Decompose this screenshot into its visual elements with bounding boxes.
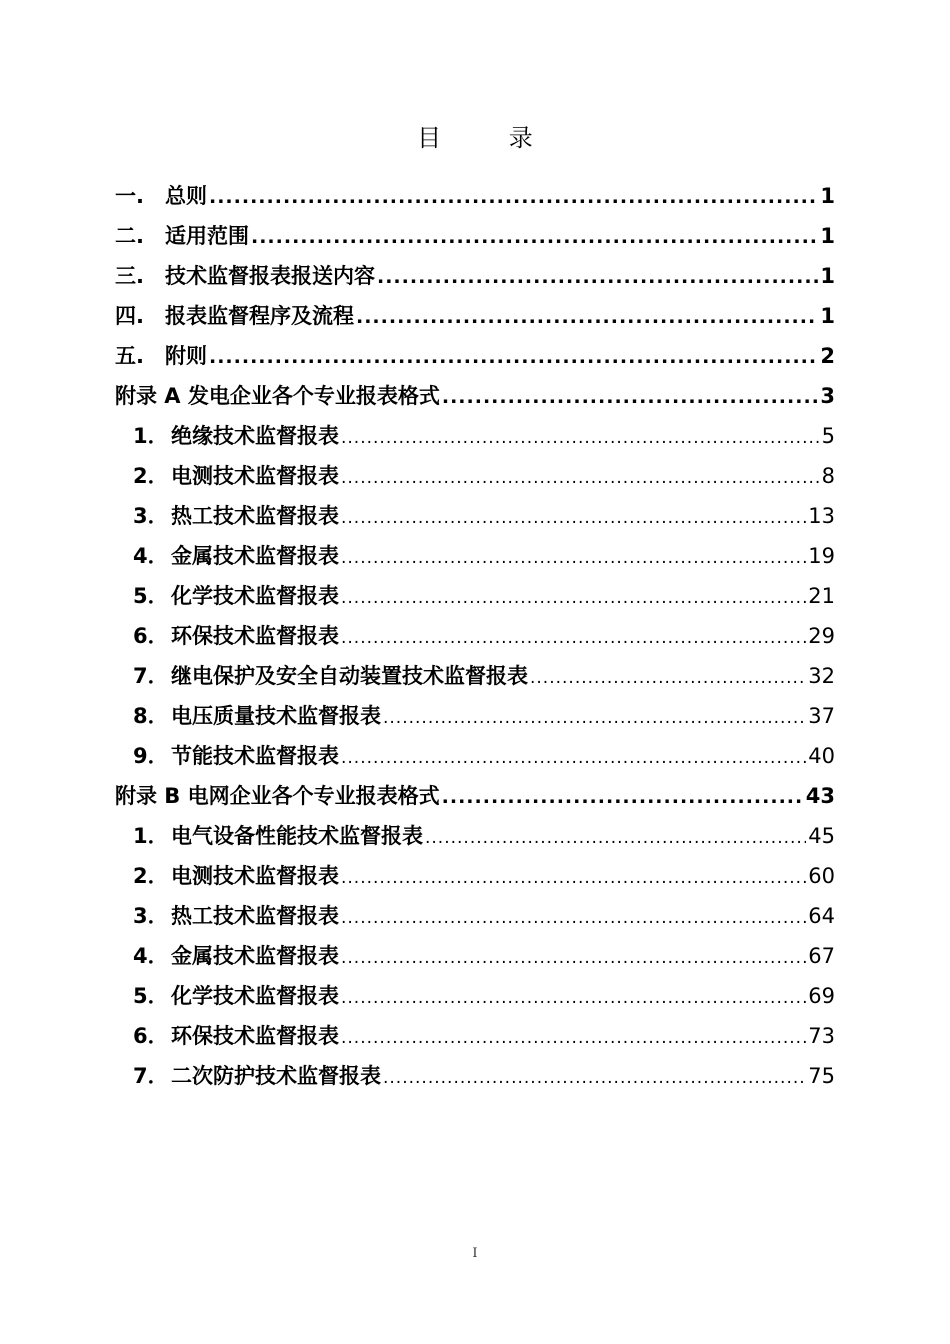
toc-leader [442,377,819,417]
toc-subentry[interactable] [115,416,835,456]
toc-leader [341,458,820,498]
toc-leader [377,257,818,297]
toc-entry-number: 一. [115,184,144,208]
toc-entry[interactable] [115,336,835,376]
toc-entry-page: 43 [805,784,835,808]
toc-entry-page: 40 [808,744,835,768]
toc-subentry[interactable] [115,816,835,856]
toc-leader [209,177,818,217]
toc-entry-page: 21 [808,584,835,608]
toc-entry-number: 3． [133,904,169,928]
toc-entry-label: 电压质量技术监督报表 [171,704,381,728]
toc-subentry[interactable] [115,656,835,696]
toc-leader [251,217,818,257]
toc-entry-number: 2． [133,464,169,488]
toc-leader [341,738,806,778]
toc-leader [341,898,806,938]
toc-subentry[interactable] [115,576,835,616]
toc-leader [341,578,806,618]
toc-entry-label: 电气设备性能技术监督报表 [171,824,423,848]
table-of-contents [115,176,835,1096]
toc-entry-label: 附录 B 电网企业各个专业报表格式 [115,784,440,808]
toc-entry-number: 二. [115,224,144,248]
toc-entry-page: 8 [821,464,835,488]
toc-entry-label: 化学技术监督报表 [171,584,339,608]
toc-entry-page: 1 [820,304,835,328]
toc-entry-number: 5． [133,984,169,1008]
toc-entry-label: 环保技术监督报表 [171,1024,339,1048]
toc-entry-appendix-a[interactable] [115,376,835,416]
toc-entry-page: 60 [808,864,835,888]
toc-entry-page: 2 [820,344,835,368]
toc-entry-label: 金属技术监督报表 [171,944,339,968]
toc-entry-label: 热工技术监督报表 [171,904,339,928]
toc-leader [341,1018,806,1058]
toc-entry-label: 环保技术监督报表 [171,624,339,648]
toc-entry-number: 7． [133,664,169,688]
toc-entry-number: 4． [133,544,169,568]
toc-leader [209,337,818,377]
toc-entry-number: 1． [133,824,169,848]
toc-entry-page: 29 [808,624,835,648]
toc-entry-label: 二次防护技术监督报表 [171,1064,381,1088]
toc-entry-page: 13 [808,504,835,528]
toc-entry-number: 4． [133,944,169,968]
toc-entry-page: 32 [808,664,835,688]
toc-subentry[interactable] [115,856,835,896]
toc-entry-label: 绝缘技术监督报表 [171,424,339,448]
toc-leader [425,818,806,858]
toc-entry-number: 1． [133,424,169,448]
toc-entry-label: 金属技术监督报表 [171,544,339,568]
toc-subentry[interactable] [115,736,835,776]
toc-leader [341,498,806,538]
page-title: 目 录 [417,124,563,152]
toc-subentry[interactable] [115,616,835,656]
toc-entry-page: 3 [820,384,835,408]
toc-entry-number: 5． [133,584,169,608]
toc-entry-label: 总则 [165,184,207,208]
toc-entry-page: 45 [808,824,835,848]
toc-entry-page: 5 [821,424,835,448]
toc-entry-label: 热工技术监督报表 [171,504,339,528]
toc-entry-label: 电测技术监督报表 [171,864,339,888]
toc-subentry[interactable] [115,936,835,976]
toc-entry-page: 1 [820,184,835,208]
toc-entry-label: 电测技术监督报表 [171,464,339,488]
toc-subentry[interactable] [115,696,835,736]
toc-leader [530,658,806,698]
toc-entry[interactable] [115,296,835,336]
toc-entry[interactable] [115,216,835,256]
toc-entry-page: 69 [808,984,835,1008]
toc-entry-label: 适用范围 [165,224,249,248]
toc-entry-number: 2． [133,864,169,888]
toc-entry-page: 37 [808,704,835,728]
toc-entry-label: 附则 [165,344,207,368]
toc-subentry[interactable] [115,976,835,1016]
toc-leader [341,938,806,978]
toc-subentry[interactable] [115,1016,835,1056]
toc-subentry[interactable] [115,896,835,936]
toc-entry-page: 64 [808,904,835,928]
toc-entry-appendix-b[interactable] [115,776,835,816]
toc-entry-page: 19 [808,544,835,568]
toc-entry-number: 6． [133,624,169,648]
toc-entry[interactable] [115,256,835,296]
toc-entry-label: 节能技术监督报表 [171,744,339,768]
toc-entry-number: 6． [133,1024,169,1048]
toc-entry[interactable] [115,176,835,216]
toc-leader [356,297,818,337]
toc-entry-label: 附录 A 发电企业各个专业报表格式 [115,384,440,408]
toc-entry-label: 化学技术监督报表 [171,984,339,1008]
toc-leader [341,618,806,658]
toc-subentry[interactable] [115,456,835,496]
toc-entry-label: 报表监督程序及流程 [165,304,354,328]
toc-leader [383,698,806,738]
toc-subentry[interactable] [115,1056,835,1096]
toc-entry-number: 8． [133,704,169,728]
toc-leader [341,538,806,578]
toc-entry-number: 三. [115,264,144,288]
toc-leader [383,1058,806,1098]
toc-subentry[interactable] [115,496,835,536]
toc-entry-page: 1 [820,264,835,288]
toc-entry-number: 四. [115,304,144,328]
toc-entry-page: 73 [808,1024,835,1048]
toc-entry-page: 67 [808,944,835,968]
toc-subentry[interactable] [115,536,835,576]
toc-leader [341,858,806,898]
toc-entry-page: 1 [820,224,835,248]
toc-entry-label: 继电保护及安全自动装置技术监督报表 [171,664,528,688]
page-number: I [472,1246,478,1261]
toc-entry-number: 9． [133,744,169,768]
toc-entry-number: 3． [133,504,169,528]
toc-leader [341,978,806,1018]
toc-entry-label: 技术监督报表报送内容 [165,264,375,288]
toc-leader [341,418,820,458]
toc-entry-number: 五. [115,344,144,368]
toc-entry-number: 7． [133,1064,169,1088]
toc-leader [442,777,804,817]
toc-entry-page: 75 [808,1064,835,1088]
